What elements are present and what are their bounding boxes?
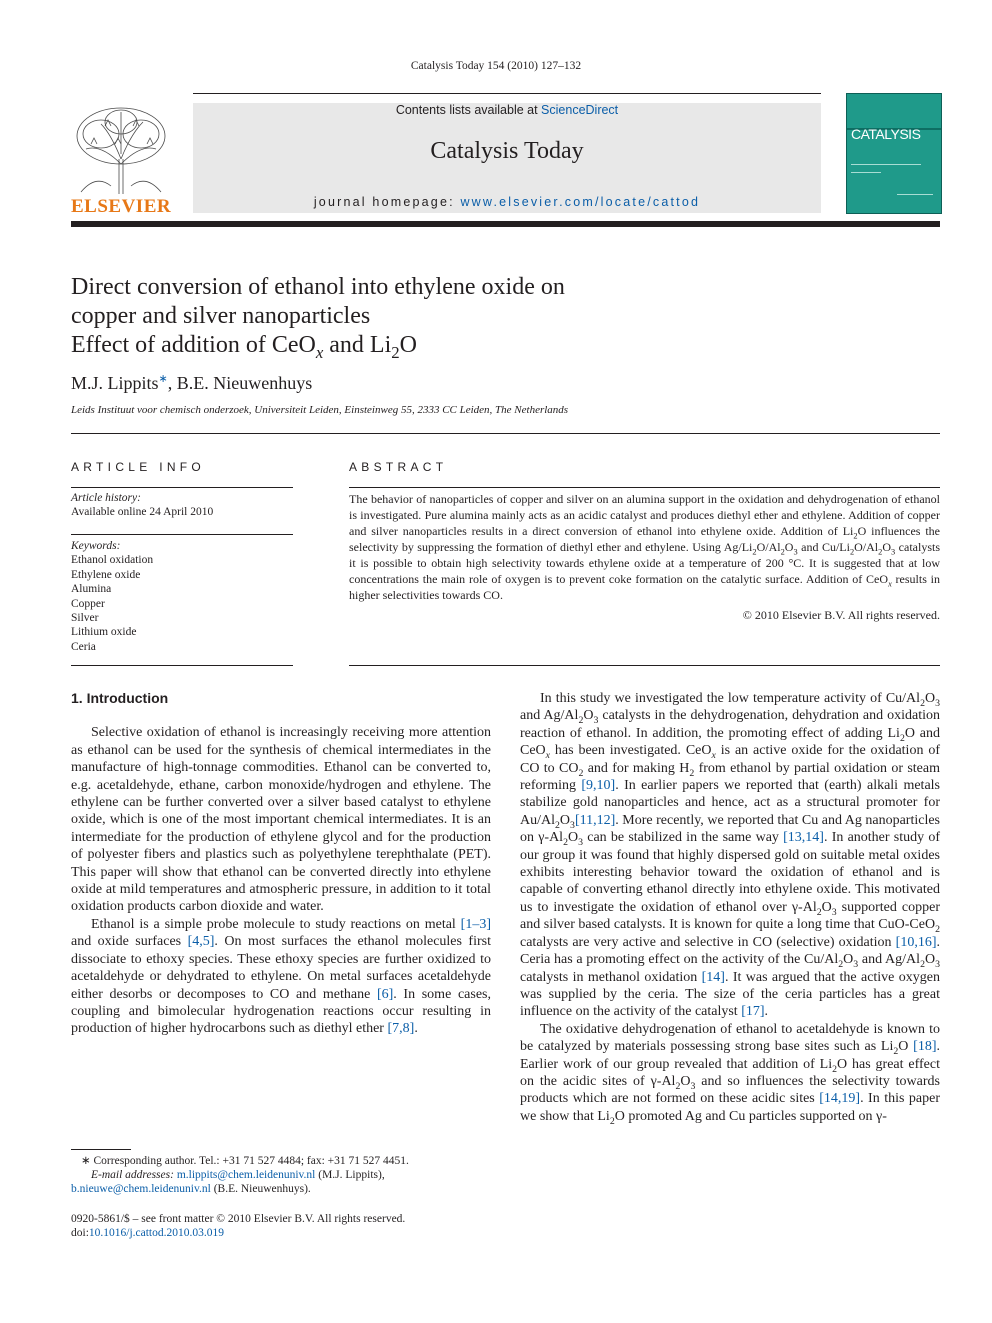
article-history: [71, 491, 213, 520]
reference-link[interactable]: [11,12]: [574, 812, 616, 828]
title-line-3: Effect of addition of CeO$_x$ and $Li_2O$: [71, 332, 417, 362]
keyword: Ceria: [71, 640, 96, 653]
reference-link[interactable]: [14,19]: [819, 1091, 861, 1107]
body-right-column: [520, 690, 940, 1125]
reference-link[interactable]: [10,16]: [895, 934, 937, 950]
title-line-1: Direct conversion of ethanol into ethylene oxide on: [71, 274, 565, 300]
corresponding-author-note: ∗ Corresponding author. Tel.: +31 71 527 4484; fax: +31 71 527 4451.: [81, 1155, 409, 1167]
issn-line: 0920-5861/$ – see front matter © 2010 Elsevier B.V. All rights reserved.: [71, 1213, 406, 1225]
reference-link[interactable]: [1–3]: [460, 916, 491, 932]
email-link-lippits[interactable]: m.lippits@chem.leidenuniv.nl: [176, 1169, 316, 1182]
publisher-wordmark: ELSEVIER: [71, 196, 172, 217]
keyword: Ethanol oxidation: [71, 554, 154, 567]
reference-link[interactable]: [13,14]: [783, 830, 824, 846]
homepage-prefix: journal homepage:: [313, 195, 461, 209]
keywords-block: [71, 539, 153, 654]
email-line: E-mail addresses: m.lippits@chem.leidenuniv.nl (M.J. Lippits),: [91, 1169, 385, 1182]
keyword: Lithium oxide: [71, 626, 137, 639]
copyright: © 2010 Elsevier B.V. All rights reserved.: [742, 608, 940, 622]
footnote-rule: [71, 1149, 131, 1150]
reference-link[interactable]: [6]: [376, 986, 394, 1002]
sciencedirect-link[interactable]: ScienceDirect: [541, 103, 619, 117]
journal-cover-image: [846, 93, 942, 214]
history-label: Article history:: [71, 492, 141, 504]
footnotes: [71, 1154, 491, 1197]
article-info-rule: [71, 487, 293, 488]
article-info-heading: ARTICLE INFO: [71, 460, 206, 474]
email-link-nieuwenhuys[interactable]: b.nieuwe@chem.leidenuniv.nl: [71, 1183, 211, 1196]
article-title: [71, 273, 691, 360]
intro-paragraph-1: Selective oxidation of ethanol is increasingly receiving more attention as ethanol can be used for the synthesis of chemical intermediates in the manufacture of high-tonnage commodities. Ethanol can be converted to, e.g. acetaldehyde, ethane, carbon monoxide/hydrogen and ethylene. The ethylene can be further converted over a silver based catalyst to ethylene oxide, which is one of the most important chemical intermediates. It is an intermediate for the production of ethylene glycol and for the production of polyester fibers and plastics such as polyethylene terephthalate (PET). This paper will show that ethanol can be converted directly into ethylene oxide at mild temperatures and atmospheric pressure, in addition to it total oxidation products carbon dioxide and water.: [71, 725, 491, 915]
cover-title: CATALYSIS: [851, 126, 921, 142]
contents-prefix: Contents lists available at: [395, 103, 542, 117]
corresponding-author-mark[interactable]: ∗: [158, 373, 168, 385]
author-nieuwenhuys[interactable]: , B.E. Nieuwenhuys: [167, 373, 313, 393]
email-line-2: b.nieuwe@chem.leidenuniv.nl (B.E. Nieuwenhuys).: [71, 1183, 311, 1196]
title-line-2: copper and silver nanoparticles: [71, 303, 371, 329]
abstract-heading: ABSTRACT: [349, 460, 448, 474]
keywords-rule: [71, 534, 293, 535]
keyword: Ethylene oxide: [71, 568, 141, 581]
history-value: Available online 24 April 2010: [71, 506, 214, 519]
contents-line: [193, 103, 821, 117]
affiliation: Leids Instituut voor chemisch onderzoek, Universiteit Leiden, Einsteinweg 55, 2333 CC Leiden, The Netherlands: [71, 404, 569, 416]
keyword: Copper: [71, 597, 105, 610]
abstract-bottom-rule: [349, 665, 940, 666]
keywords-label: Keywords:: [71, 540, 121, 552]
article-info-bottom-rule: [71, 665, 293, 666]
reference-link[interactable]: [14]: [701, 969, 725, 985]
abstract-text: The behavior of nanoparticles of copper and silver on an alumina support in the oxidation and dehydrogenation of ethanol is investigated. Pure alumina mainly acts as an acidic catalyst and produces diethyl ether and ethylene. Addition of copper and silver nanoparticles results in a direct conversion of ethanol into ethylene oxide. Addition of $Li_2O$ influences the selectivity by suppressing the formation of diethyl ether and ethylene. Using $Ag/Li_2O/Al_2O_3$ and $Cu/Li_2O/Al_2O_3$ catalysts it is possible to obtain high selectivity towards ethylene oxide at a temperature of 200 °C. It is suggested that at low concentrations the main role of oxygen is to prevent coke formation on the catalytic surface. Addition of CeO$_x$ results in higher selectivities towards CO. © 2010 Elsevier B.V. All rights reserved.: [349, 492, 941, 622]
reference-link[interactable]: [18]: [913, 1039, 937, 1055]
author-lippits[interactable]: M.J. Lippits: [71, 373, 159, 393]
header-thick-rule: [71, 221, 940, 227]
intro-paragraph-3: In this study we investigated the low temperature activity of $Cu/Al_2O_3$ and $Ag/Al_2O_3$ catalysts in the dehydrogenation, dehydration and oxidation reaction of ethanol. In addition, the promoting effect of adding $Li_2O$ and CeO$_x$ has been investigated. CeO$_x$ is an active oxide for the oxidation of CO to $CO_2$ and for making $H_2$ from ethanol by partial oxidation or steam reforming [9,10]. In earlier papers we reported that (earth) alkali metals stabilize gold nanoparticles and hence, act as a structural promoter for $Au/Al_2O_3[11,12]$. More recently, we reported that Cu and Ag nanoparticles on $\gamma-Al_2O_3$ can be stabilized in the same way [13,14]. In another study of our group it was found that highly dispersed gold on suitable metal oxides exhibits interesting behavior toward the oxidation of ethanol and is capable of converting ethanol directly into ethylene oxide. This motivated us to investigate the oxidation of ethanol over $\gamma-Al_2O_3$ supported copper and silver based catalysts. It is known for quite a long time that CuO-CeO$_2$ catalysts are very active and selective in CO (selective) oxidation [10,16]. Ceria has a promoting effect on the activity of the $Cu/Al_2O_3$ and $Ag/Al_2O_3$ catalysts in methanol oxidation [14]. It was argued that the active oxygen was supplied by the ceria. The size of the ceria particles has a great influence on the activity of the catalyst [17].: [520, 691, 941, 1020]
keyword: Silver: [71, 612, 99, 625]
body-left-column: [71, 690, 491, 1038]
keyword: Alumina: [71, 583, 112, 596]
abstract-rule: [349, 487, 940, 488]
journal-name: Catalysis Today: [430, 138, 584, 164]
reference-link[interactable]: [4,5]: [187, 934, 215, 950]
doi-line: doi:10.1016/j.cattod.2010.03.019: [71, 1227, 225, 1240]
author-list: [71, 372, 312, 394]
doi-link[interactable]: 10.1016/j.cattod.2010.03.019: [88, 1227, 225, 1240]
reference-link[interactable]: [9,10]: [581, 778, 616, 794]
front-matter: [71, 1212, 491, 1240]
journal-citation: Catalysis Today 154 (2010) 127–132: [410, 60, 582, 72]
header-top-rule: [193, 93, 821, 94]
homepage-link[interactable]: www.elsevier.com/locate/cattod: [460, 195, 701, 209]
section-heading-introduction: 1. Introduction: [71, 690, 169, 706]
intro-paragraph-2: Ethanol is a simple probe molecule to study reactions on metal [1–3] and oxide surfaces [4,5]. On most surfaces the ethanol molecules first dissociate to ethoxy species. These ethoxy species are further oxidized to acetaldehyde or dehydrated to ethylene. On metal surfaces acetaldehyde either desorbs or decomposes to CO and methane [6]. In some cases, coupling and bimolecular hydrogenation reactions occur resulting in production of higher hydrocarbons such as diethyl ether [7,8].: [71, 916, 491, 1037]
intro-paragraph-4: The oxidative dehydrogenation of ethanol to acetaldehyde is known to be catalyzed by materials possessing strong base sites such as $Li_2O$ [18]. Earlier work of our group revealed that addition of $Li_2O$ has great effect on the acidic sites of $\gamma-Al_2O_3$ and so influences the selectivity towards products which are not formed on these acidic sites [14,19]. In this paper we show that $Li_2O$ promoted Ag and Cu particles supported on γ-: [520, 1021, 940, 1127]
journal-homepage: [193, 195, 821, 209]
title-divider: [71, 433, 940, 434]
reference-link[interactable]: [17]: [741, 1004, 765, 1020]
reference-link[interactable]: [7,8]: [387, 1021, 415, 1037]
